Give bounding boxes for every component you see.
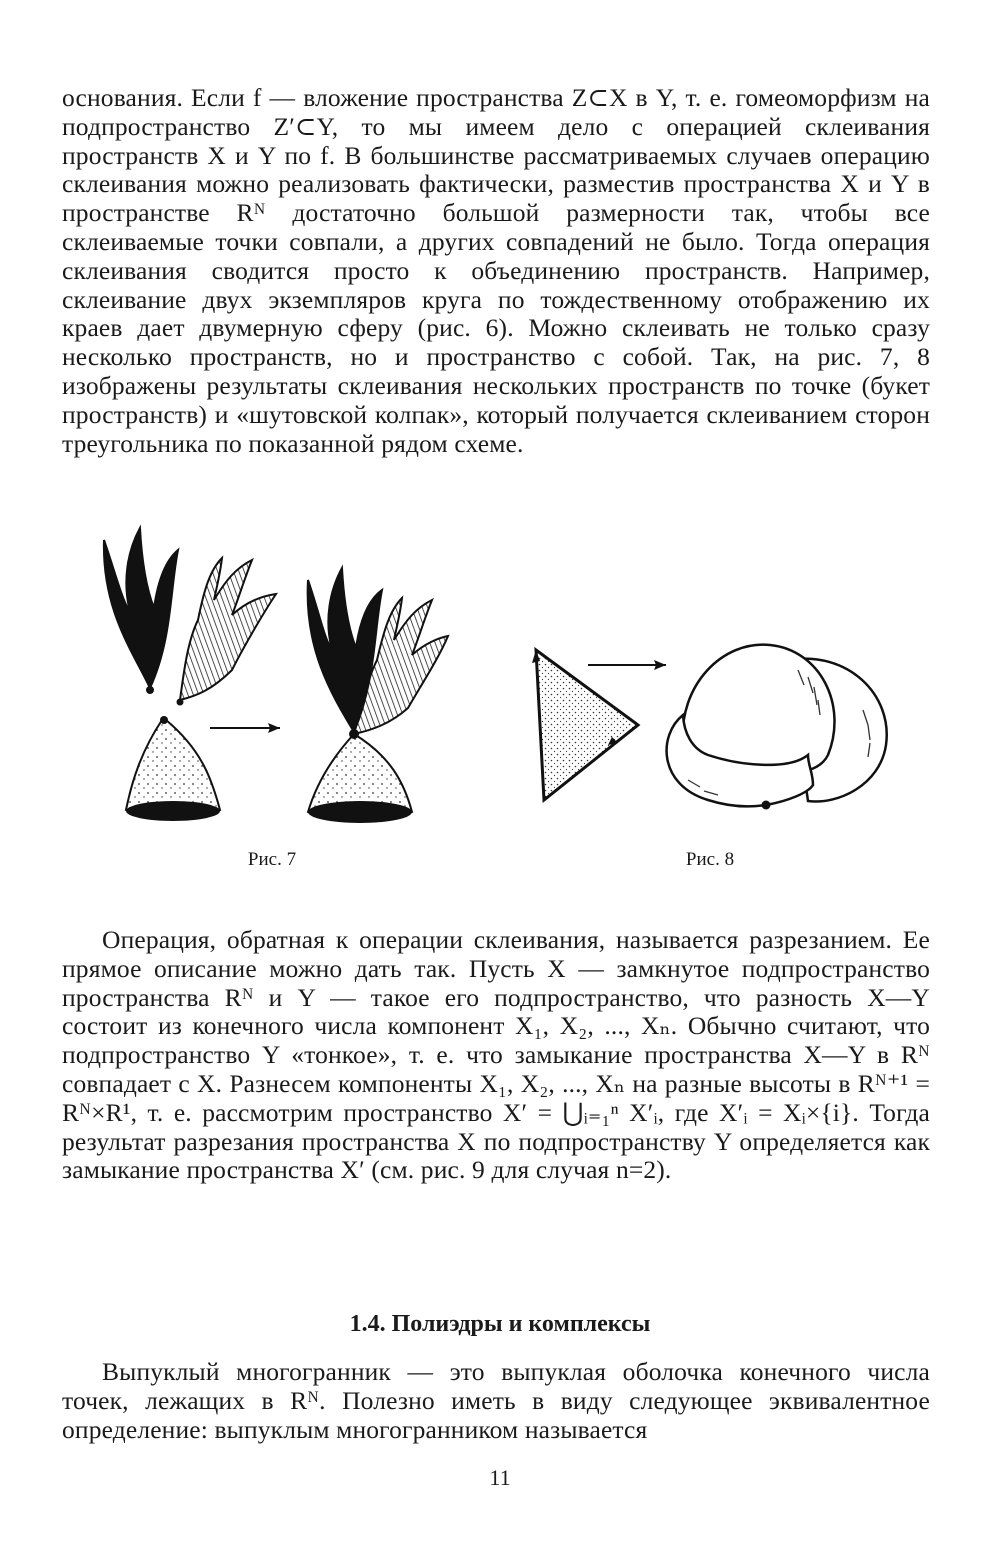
- figure-7-caption: Рис. 7: [247, 849, 297, 870]
- figure-7-bouquet: [92, 520, 452, 840]
- hatched-shape: [180, 558, 276, 700]
- figure-8-jester-cap: [508, 615, 908, 840]
- dotted-triangle: [536, 650, 638, 800]
- dark-flame-shape: [104, 528, 178, 688]
- paragraph-polyhedra: Выпуклый многогранник — это выпуклая оболочка конечного числа точек, лежащих в Rᴺ. Полезно иметь в виду следующее эквивалентное определение: выпуклым многогранником называется: [62, 1357, 930, 1444]
- figure-8-caption: Рис. 8: [685, 849, 735, 870]
- section-heading: 1.4. Полиэдры и комплексы: [349, 1311, 651, 1337]
- paragraph-cutting: Операция, обратная к операции склеивания, называется разрезанием. Ее прямое описание можно дать так. Пусть X — замкнутое подпространство пространства Rᴺ и Y — такое его подпространство, что разность X—Y состоит из конечного числа компонент X₁, X₂, ..., Xₙ. Обычно считают, что подпространство Y «тонкое», т. е. что замыкание пространства X—Y в Rᴺ совпадает с X. Разнесем компоненты X₁, X₂, ..., Xₙ на разные высоты в Rᴺ⁺¹ = Rᴺ×R¹, т. е. рассмотрим пространство X′ = ⋃ᵢ₌₁ⁿ X′ᵢ, где X′ᵢ = Xᵢ×{i}. Тогда результат разрезания пространства X по подпространству Y определяется как замыкание пространства X′ (см. рис. 9 для случая n=2).: [62, 925, 930, 1185]
- paragraph-gluing: основания. Если f — вложение пространства Z⊂X в Y, т. е. гомеоморфизм на подпространство Z′⊂Y, то мы имеем дело с операцией склеивания пространств X и Y по f. В большинстве рассматриваемых случаев операцию склеивания можно реализовать фактически, разместив пространства X и Y в пространстве Rᴺ достаточно большой размерности так, чтобы все склеиваемые точки совпали, а других совпадений не было. Тогда операция склеивания сводится просто к объединению пространств. Например, склеивание двух экземпляров круга по тождественному отображению их краев дает двумерную сферу (рис. 6). Можно склеивать не только сразу несколько пространств, но и пространство с собой. Так, на рис. 7, 8 изображены результаты склеивания нескольких пространств по точке (букет пространств) и «шутовской колпак», который получается склеиванием сторон треугольника по показанной рядом схеме.: [62, 83, 930, 458]
- page-number: 11: [489, 1465, 511, 1490]
